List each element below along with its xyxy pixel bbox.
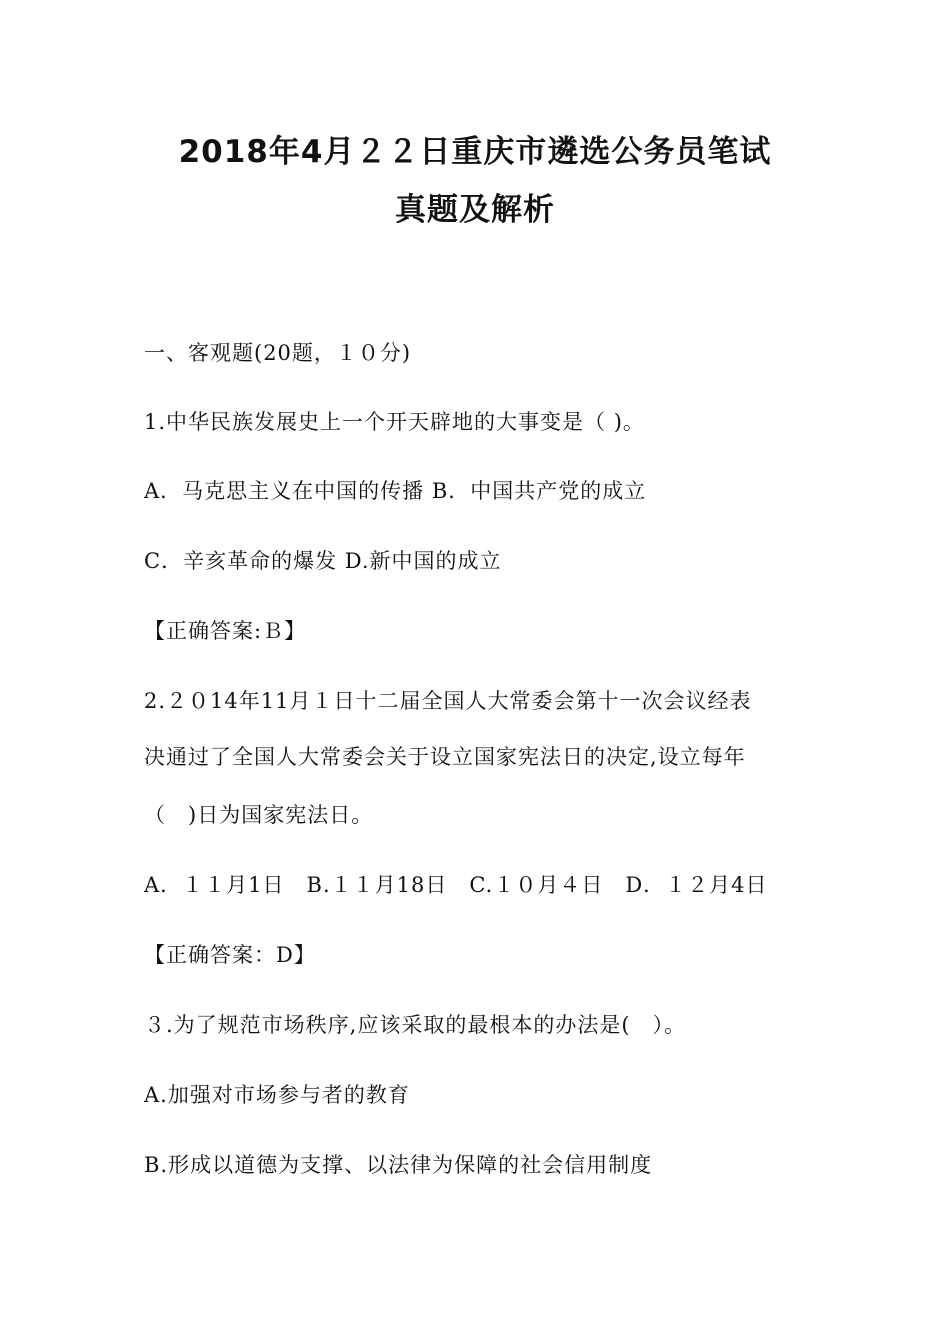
question-2-stem-line-3: （ )日为国家宪法日。 (144, 803, 374, 827)
document-title-line-2: 真题及解析 (395, 192, 555, 228)
question-2-options: A．１１月1日 B.１１月18日 C.１０月４日 D．１２月4日 (144, 873, 768, 897)
question-2-answer: 【正确答案：D】 (144, 943, 316, 967)
section-heading: 一、客观题(20题，１０分) (144, 341, 412, 365)
question-1-options-line-2: C．辛亥革命的爆发 D.新中国的成立 (144, 549, 502, 573)
question-1-stem: 1.中华民族发展史上一个开天辟地的大事变是（ )。 (144, 410, 645, 434)
question-2-stem-line-2: 决通过了全国人大常委会关于设立国家宪法日的决定,设立每年 (144, 745, 746, 769)
question-2-stem-line-1: 2.２０14年11月１日十二届全国人大常委会第十一次会议经表 (144, 689, 752, 713)
question-3-option-b: B.形成以道德为支撑、以法律为保障的社会信用制度 (144, 1153, 653, 1177)
question-1-options-line-1: A．马克思主义在中国的传播 B．中国共产党的成立 (144, 479, 647, 503)
document-title-line-1: 2018年4月２２日重庆市遴选公务员笔试 (178, 134, 772, 170)
question-3-stem: ３.为了规范市场秩序,应该采取的最根本的办法是( ）。 (144, 1013, 687, 1037)
question-1-answer: 【正确答案:Ｂ】 (144, 619, 307, 643)
question-3-option-a: A.加强对市场参与者的教育 (144, 1083, 410, 1107)
